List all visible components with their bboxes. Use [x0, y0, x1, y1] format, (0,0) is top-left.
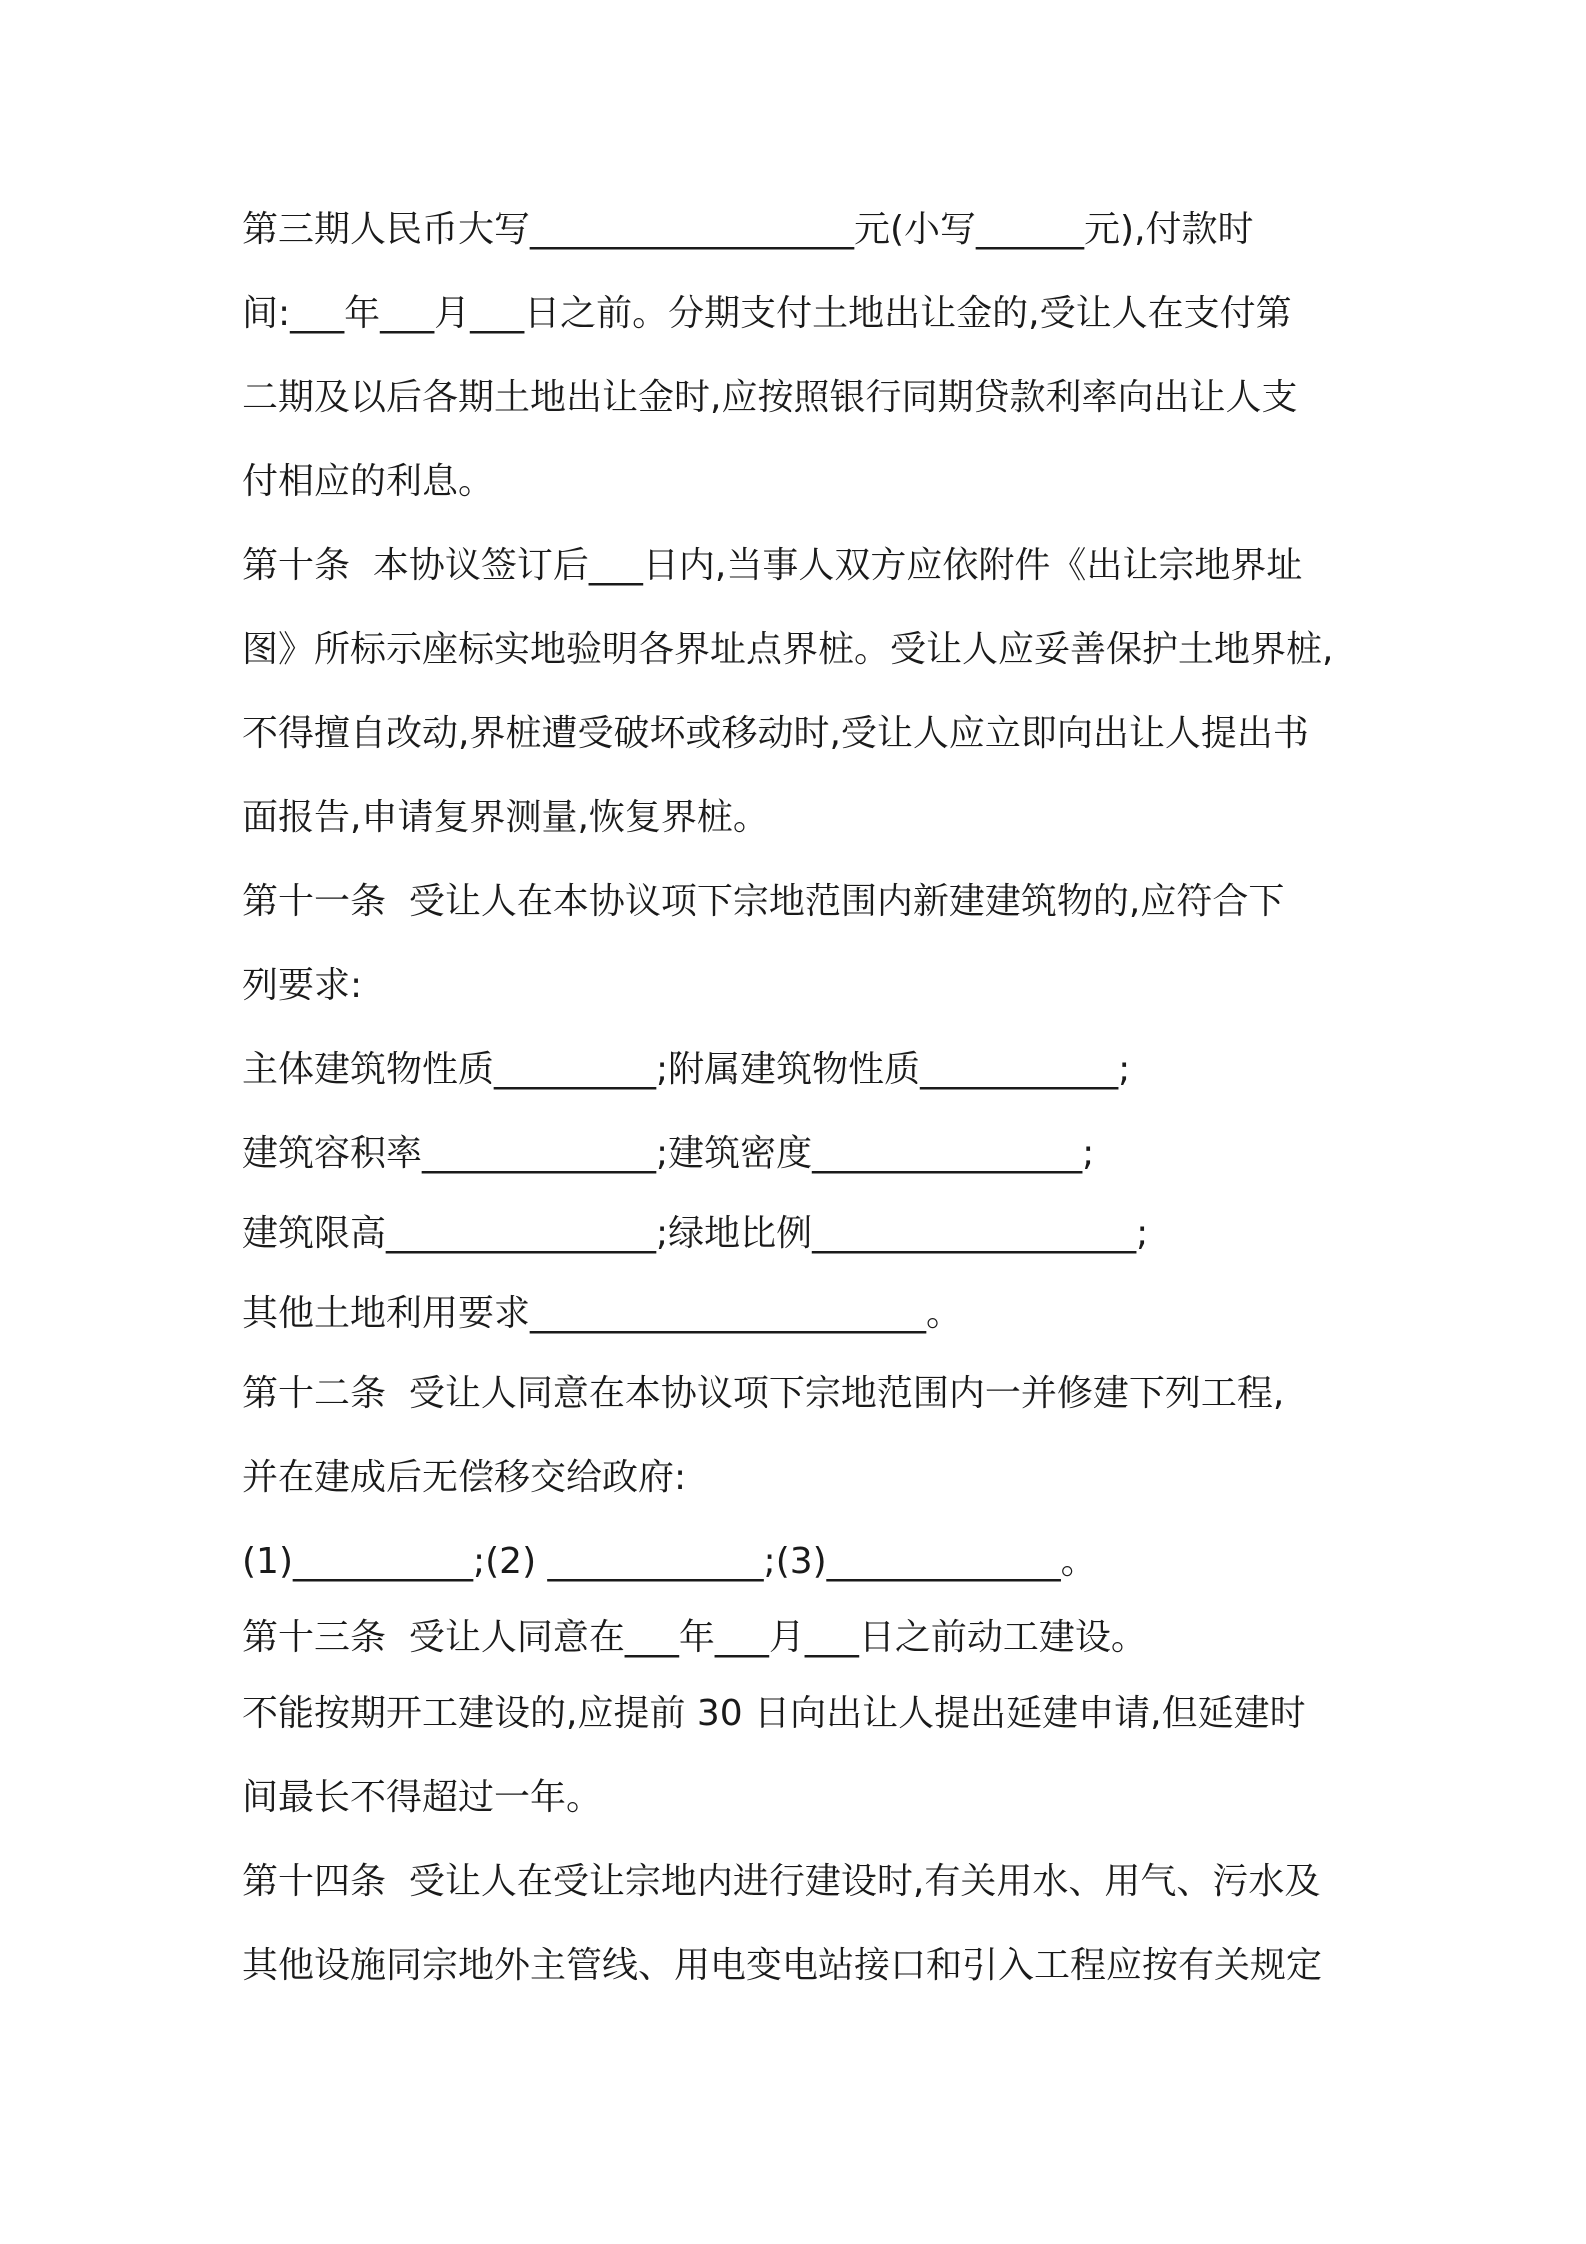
- text-line: 其他土地利用要求______________________。: [242, 1293, 963, 1334]
- document-body: [242, 200, 1362, 2020]
- text-line: 建筑容积率_____________;建筑密度_______________;: [242, 1133, 1095, 1174]
- text-line: 并在建成后无偿移交给政府:: [242, 1457, 687, 1498]
- text-line: 二期及以后各期土地出让金时,应按照银行同期贷款利率向出让人支: [242, 377, 1298, 418]
- text-line: 建筑限高_______________;绿地比例__________________;: [242, 1213, 1149, 1254]
- text-line: 不得擅自改动,界桩遭受破坏或移动时,受让人应立即向出让人提出书: [242, 713, 1309, 754]
- text-line: 面报告,申请复界测量,恢复界桩。: [242, 797, 769, 838]
- text-line: 不能按期开工建设的,应提前 30 日向出让人提出延建申请,但延建时: [242, 1693, 1306, 1734]
- text-line: 列要求:: [242, 965, 363, 1006]
- text-line: (1)__________;(2) ____________;(3)_____________。: [242, 1541, 1097, 1582]
- clause-10-heading-line: 第十条 本协议签订后___日内,当事人双方应依附件《出让宗地界址: [242, 545, 1303, 586]
- clause-11-heading-line: 第十一条 受让人在本协议项下宗地范围内新建建筑物的,应符合下: [242, 881, 1285, 922]
- text-line: 主体建筑物性质_________;附属建筑物性质___________;: [242, 1049, 1131, 1090]
- clause-13-heading-line: 第十三条 受让人同意在___年___月___日之前动工建设。: [242, 1617, 1147, 1658]
- text-line: 间:___年___月___日之前。分期支付土地出让金的,受让人在支付第: [242, 293, 1292, 334]
- text-line: 第三期人民币大写__________________元(小写______元),付款时: [242, 209, 1254, 250]
- text-line: 图》所标示座标实地验明各界址点界桩。受让人应妥善保护土地界桩,: [242, 629, 1334, 670]
- clause-14-heading-line: 第十四条 受让人在受让宗地内进行建设时,有关用水、用气、污水及: [242, 1861, 1321, 1902]
- text-line: 间最长不得超过一年。: [242, 1777, 603, 1818]
- clause-12-heading-line: 第十二条 受让人同意在本协议项下宗地范围内一并修建下列工程,: [242, 1373, 1285, 1414]
- text-line: 其他设施同宗地外主管线、用电变电站接口和引入工程应按有关规定: [242, 1945, 1323, 1986]
- text-line: 付相应的利息。: [242, 461, 495, 502]
